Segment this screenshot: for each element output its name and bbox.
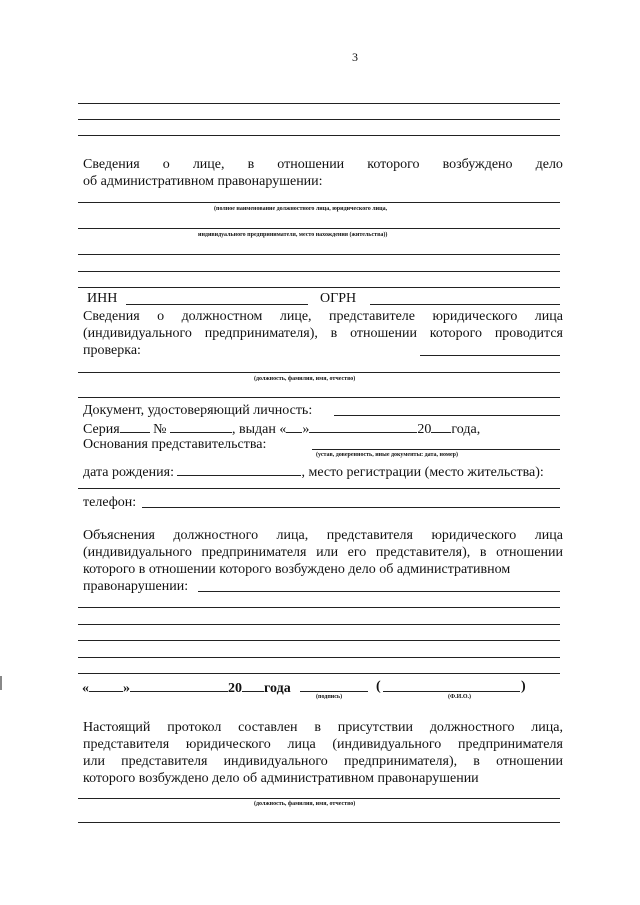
explanations-line2: (индивидуального предпринимателя или его представителя), в отношении	[83, 545, 563, 560]
scan-edge-mark	[0, 676, 2, 690]
blank-line[interactable]	[78, 657, 560, 658]
name-field[interactable]	[383, 691, 520, 692]
ogrn-label: ОГРН	[320, 291, 357, 306]
series-row: Серия № , выдан « » 20 года,	[83, 419, 480, 438]
id-document-label: Документ, удостоверяющий личность:	[83, 403, 313, 418]
blank-line[interactable]	[78, 607, 560, 608]
series-field[interactable]	[120, 419, 150, 433]
issue-month-field[interactable]	[309, 419, 417, 433]
subject-heading-line2: об административном правонарушении:	[83, 174, 323, 189]
signature-row: « » 20 года	[82, 678, 291, 697]
official-heading-line3: проверка:	[83, 343, 141, 358]
presence-name-field[interactable]	[78, 798, 560, 799]
page-number: 3	[352, 50, 358, 64]
basis-field[interactable]	[312, 449, 560, 450]
name-close-paren: )	[521, 679, 526, 694]
blank-line[interactable]	[78, 254, 560, 255]
birth-date-field[interactable]	[177, 462, 301, 476]
blank-line[interactable]	[78, 135, 560, 136]
subject-name-field[interactable]	[78, 202, 560, 203]
signature-day-field[interactable]	[89, 678, 123, 692]
official-heading-line2: (индивидуального предпринимателя), в отношении которого проводится	[83, 326, 563, 341]
blank-line[interactable]	[78, 397, 560, 398]
subject-caption-2: индивидуального предпринимателя, место нахождения (жительства))	[198, 232, 388, 238]
signature-year-field[interactable]	[242, 678, 264, 692]
blank-line[interactable]	[78, 119, 560, 120]
issue-day-field[interactable]	[286, 419, 302, 433]
explanations-line4: правонарушении:	[83, 579, 189, 594]
explanations-line1: Объяснения должностного лица, представителя юридического лица	[83, 528, 563, 543]
signature-month-field[interactable]	[130, 678, 228, 692]
official-name-field[interactable]	[78, 372, 560, 373]
presence-line4: которого возбуждено дело об административном правонарушении	[83, 771, 479, 786]
name-caption: (Ф.И.О.)	[448, 694, 471, 700]
blank-line[interactable]	[78, 271, 560, 272]
signature-caption: (подпись)	[316, 694, 343, 700]
explanations-field[interactable]	[198, 591, 560, 592]
phone-field[interactable]	[142, 507, 560, 508]
phone-label: телефон:	[83, 495, 137, 510]
presence-line1: Настоящий протокол составлен в присутствии должностного лица,	[83, 720, 563, 735]
birth-registration-row: дата рождения: , место регистрации (место жительства):	[83, 462, 544, 481]
inn-field[interactable]	[126, 304, 308, 305]
blank-line[interactable]	[78, 287, 560, 288]
subject-heading-line1: Сведения о лице, в отношении которого возбуждено дело	[83, 157, 563, 172]
presence-line3: или представителя индивидуального предпринимателя), в отношении	[83, 754, 563, 769]
blank-line[interactable]	[78, 640, 560, 641]
id-document-field[interactable]	[334, 415, 560, 416]
basis-label: Основания представительства:	[83, 437, 267, 452]
name-open-paren: (	[376, 679, 381, 694]
registration-field[interactable]	[78, 488, 560, 489]
blank-line[interactable]	[78, 822, 560, 823]
official-caption: (должность, фамилия, имя, отчество)	[254, 376, 356, 382]
subject-address-field[interactable]	[78, 228, 560, 229]
inn-label: ИНН	[87, 291, 118, 306]
official-field-start[interactable]	[420, 355, 560, 356]
subject-caption-1: (полное наименование должностного лица, юридического лица,	[214, 206, 388, 212]
presence-line2: представителя юридического лица (индивидуального предпринимателя	[83, 737, 563, 752]
official-heading-line1: Сведения о должностном лице, представителе юридического лица	[83, 309, 563, 324]
basis-caption: (устав, доверенность, иные документы: дата, номер)	[316, 452, 458, 458]
issue-year-field[interactable]	[431, 419, 451, 433]
ogrn-field[interactable]	[370, 304, 560, 305]
blank-line[interactable]	[78, 103, 560, 104]
number-field[interactable]	[170, 419, 232, 433]
signature-field[interactable]	[300, 691, 368, 692]
blank-line[interactable]	[78, 673, 560, 674]
presence-caption: (должность, фамилия, имя, отчество)	[254, 801, 356, 807]
explanations-line3: которого в отношении которого возбуждено дело об административном	[83, 562, 511, 577]
blank-line[interactable]	[78, 624, 560, 625]
